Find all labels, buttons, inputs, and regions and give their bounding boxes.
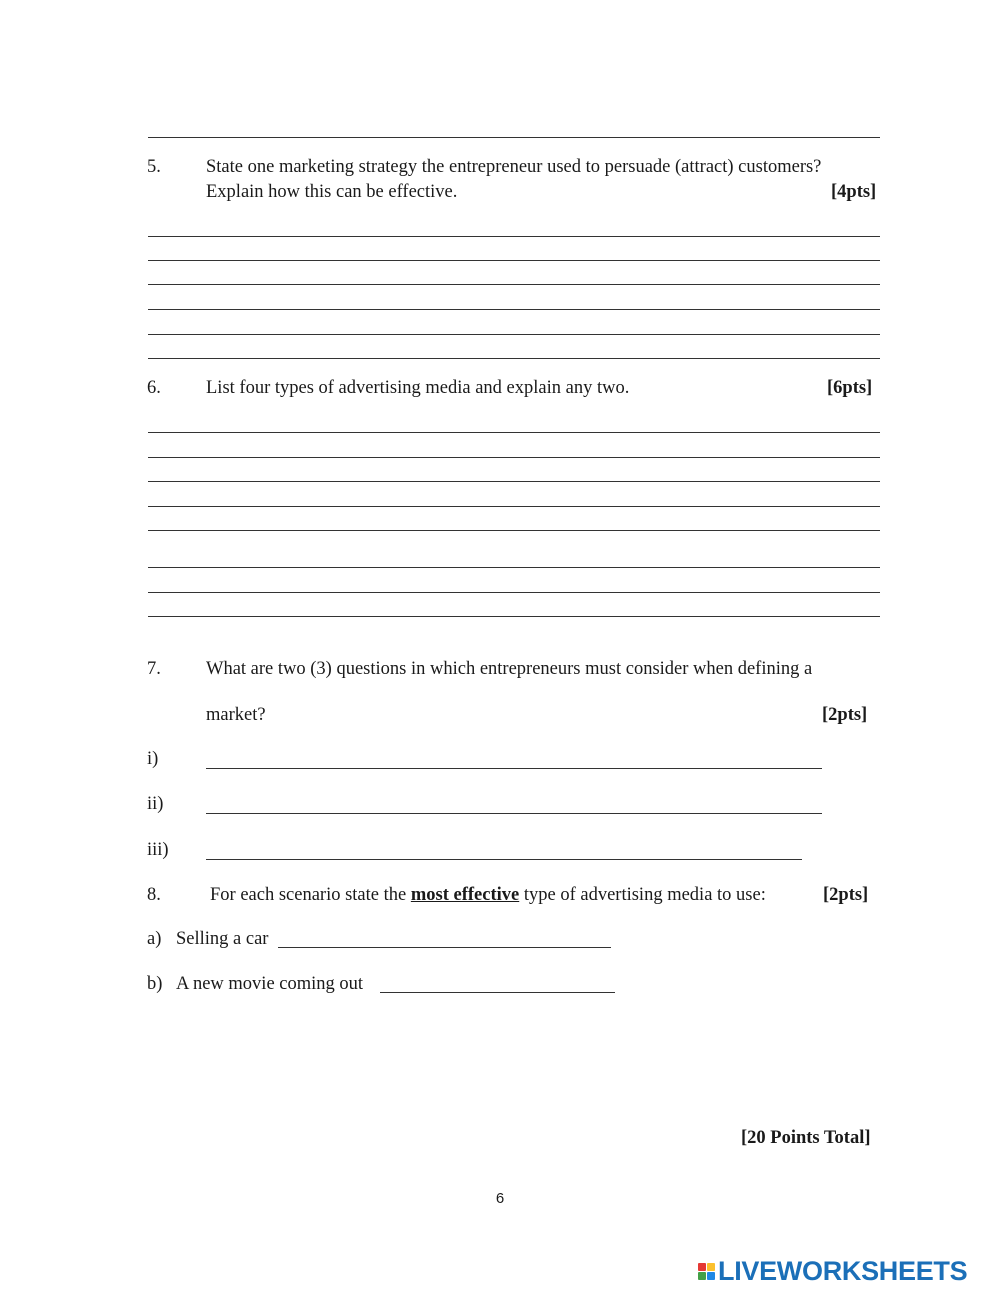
logo-tile — [698, 1263, 706, 1271]
question-8-emphasis: most effective — [410, 885, 520, 905]
question-8-text — [210, 884, 766, 906]
question-7-text-line2: market? — [206, 705, 266, 725]
answer-line[interactable] — [148, 284, 880, 285]
liveworksheets-logo — [698, 1256, 967, 1287]
answer-line[interactable] — [148, 236, 880, 237]
question-5-text-line1: State one marketing strategy the entrepreneur used to persuade (attract) customers? — [206, 157, 822, 177]
question-7-number: 7. — [147, 659, 161, 679]
question-7-points: [2pts] — [822, 705, 868, 725]
answer-line[interactable] — [148, 567, 880, 568]
question-6-text: List four types of advertising media and explain any two. — [206, 378, 630, 398]
answer-line[interactable] — [148, 481, 880, 482]
question-5-text-line2: Explain how this can be effective. — [206, 182, 458, 202]
answer-line[interactable] — [148, 137, 880, 138]
liveworksheets-icon — [698, 1263, 715, 1280]
question-7-answer-blank[interactable] — [206, 859, 802, 860]
question-8-points: [2pts] — [823, 885, 869, 905]
answer-line[interactable] — [148, 506, 880, 507]
question-8-answer-blank[interactable] — [380, 992, 615, 993]
answer-line[interactable] — [148, 592, 880, 593]
question-6-points: [6pts] — [827, 378, 873, 398]
logo-tile — [698, 1272, 706, 1280]
page-number: 6 — [495, 1190, 505, 1207]
question-8-text-before: For each scenario state the — [210, 885, 411, 905]
question-7-text-line1: What are two (3) questions in which entrepreneurs must consider when defining a — [206, 659, 813, 679]
question-8-item-label: a) — [147, 929, 162, 949]
question-7-item-label: i) — [147, 749, 159, 769]
question-7-answer-blank[interactable] — [206, 813, 822, 814]
question-8-answer-blank[interactable] — [278, 947, 611, 948]
question-7-answer-blank[interactable] — [206, 768, 822, 769]
logo-tile — [707, 1272, 715, 1280]
answer-line[interactable] — [148, 530, 880, 531]
answer-line[interactable] — [148, 457, 880, 458]
question-8-number: 8. — [147, 885, 161, 905]
answer-line[interactable] — [148, 616, 880, 617]
answer-line[interactable] — [148, 334, 880, 335]
question-6-number: 6. — [147, 378, 161, 398]
total-points: [20 Points Total] — [741, 1128, 871, 1148]
question-8-item-label: b) — [147, 974, 163, 994]
answer-line[interactable] — [148, 358, 880, 359]
answer-line[interactable] — [148, 260, 880, 261]
question-5-points: [4pts] — [831, 182, 877, 202]
question-7-item-label: ii) — [147, 794, 164, 814]
answer-line[interactable] — [148, 432, 880, 433]
logo-tile — [707, 1263, 715, 1271]
question-5-number: 5. — [147, 157, 161, 177]
question-8-text-after: type of advertising media to use: — [519, 885, 766, 905]
liveworksheets-brand: LIVEWORKSHEETS — [718, 1256, 968, 1286]
question-8-item-text: A new movie coming out — [176, 974, 364, 994]
question-7-item-label: iii) — [147, 840, 169, 860]
answer-line[interactable] — [148, 309, 880, 310]
question-8-item-text: Selling a car — [176, 929, 269, 949]
